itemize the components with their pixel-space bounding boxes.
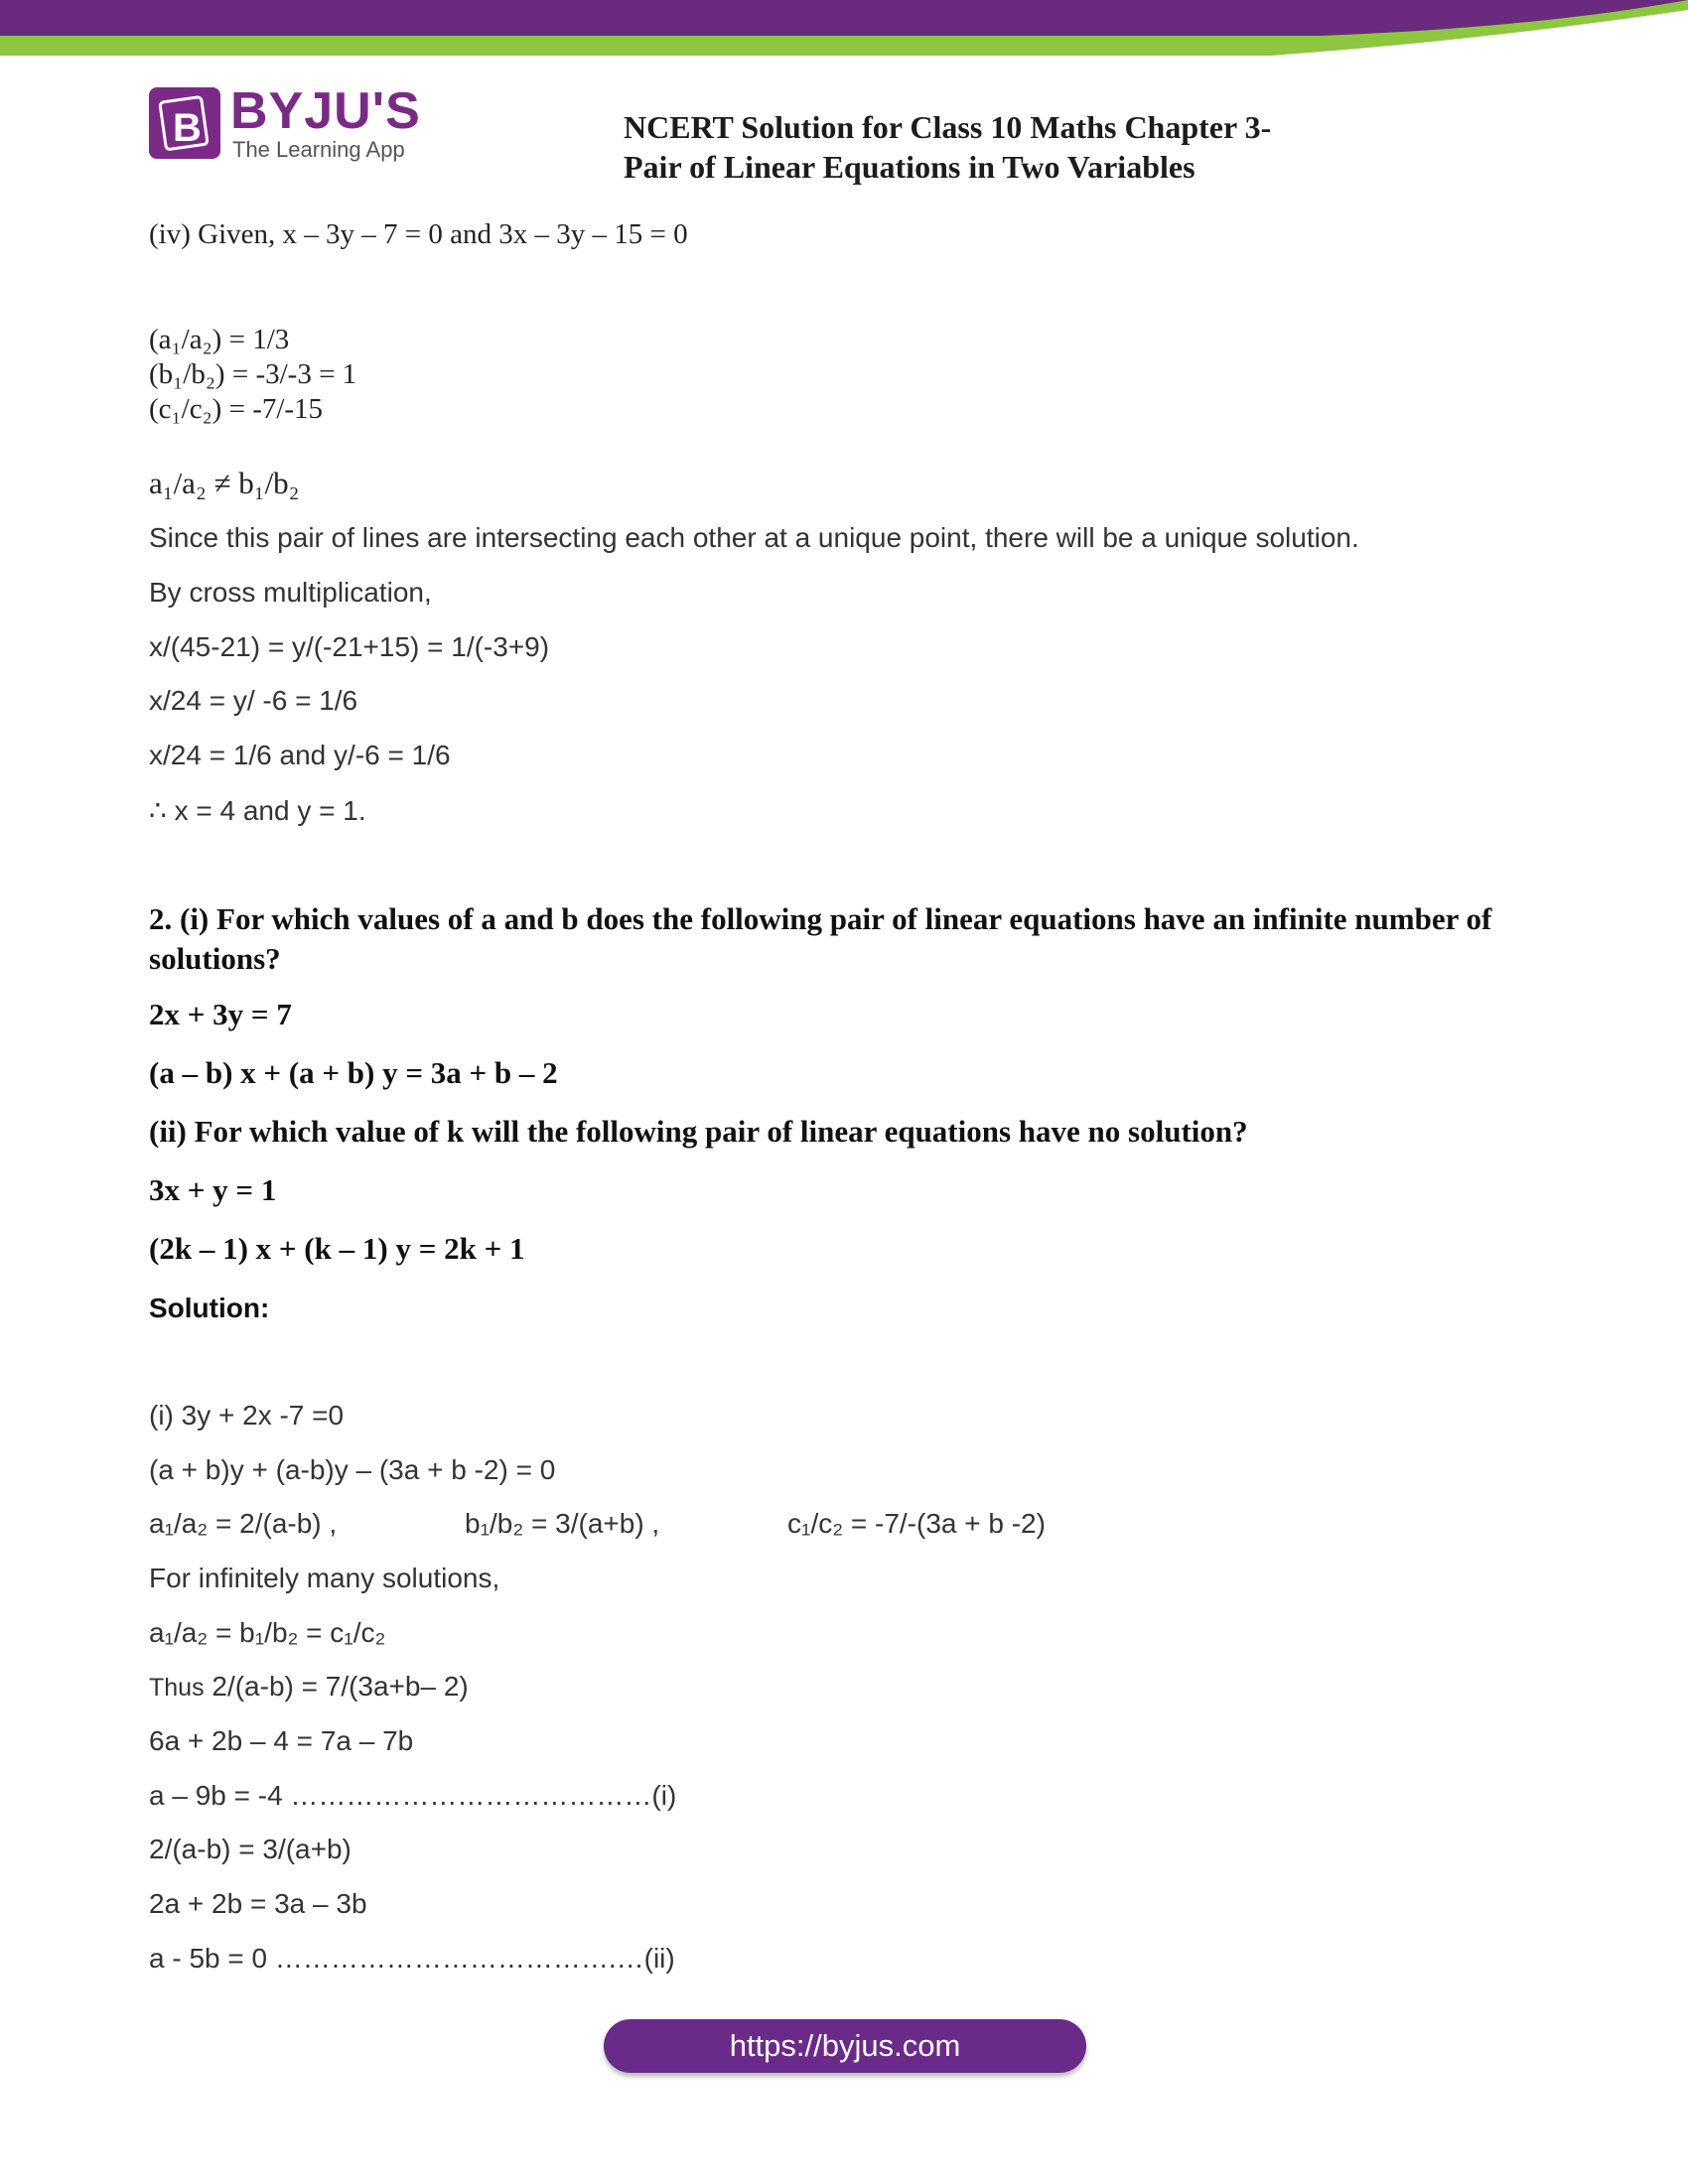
thus-label: Thus [149,1674,205,1702]
result: ∴ x = 4 and y = 1. [149,795,366,826]
step-3: x/24 = 1/6 and y/-6 = 1/6 [149,740,451,770]
solution-step-10: 2a + 2b = 3a – 3b [149,1888,367,1919]
logo-b-icon [149,87,220,159]
solution-step-7: 6a + 2b – 4 = 7a – 7b [149,1725,414,1756]
header-band [0,0,1688,64]
solution-label: Solution: [149,1293,270,1323]
ratio-b: (b₁/b₂) = -3/-3 = 1 [149,358,357,390]
not-equal-condition: a₁/a₂ ≠ b₁/b₂ [149,466,300,500]
solution-step-2: (a + b)y + (a-b)y – (3a + b -2) = 0 [149,1454,556,1485]
equation-ii: a - 5b = 0 ……………………………….…(ii) [149,1943,675,1974]
infinite-solutions-label: For infinitely many solutions, [149,1563,500,1593]
title-line-1: NCERT Solution for Class 10 Maths Chapter 3- [624,109,1272,145]
unique-solution-text: Since this pair of lines are intersecting each other at a unique point, there will be a unique solution. [149,522,1359,553]
q2-equation-2: (a – b) x + (a + b) y = 3a + b – 2 [149,1055,558,1090]
question-2 [149,899,1499,979]
brand-name: BYJU'S [230,82,421,140]
document-title [624,107,1271,187]
question-2-title: 2. (i) For which values of a and b does the following pair of linear equations have an infinite number of solutions? [149,901,1492,976]
byjus-logo[interactable] [149,82,437,165]
ratio-a-expr: a₁/a₂ = 2/(a-b) , [149,1508,338,1539]
cross-multiplication-label: By cross multiplication, [149,577,432,608]
q2-part-ii: (ii) For which value of k will the following pair of linear equations have no solution? [149,1114,1248,1149]
equation-i: a – 9b = -4 …………………………………(i) [149,1780,677,1811]
brand-tagline: The Learning App [232,137,405,162]
ratio-b-expr: b₁/b₂ = 3/(a+b) , [465,1508,660,1539]
q2-equation-4: (2k – 1) x + (k – 1) y = 2k + 1 [149,1231,525,1266]
website-link[interactable]: https://byjus.com [604,2019,1086,2073]
solution-step-thus [149,1671,469,1703]
ratio-c: (c₁/c₂) = -7/-15 [149,393,324,425]
q2-equation-3: 3x + y = 1 [149,1172,277,1207]
title-line-2: Pair of Linear Equations in Two Variables [624,149,1196,185]
q2-equation-1: 2x + 3y = 7 [149,997,292,1031]
given-equations: (iv) Given, x – 3y – 7 = 0 and 3x – 3y – 15 = 0 [149,218,688,250]
svg-text:B: B [173,106,202,150]
ratio-a: (a₁/a₂) = 1/3 [149,324,290,355]
solution-step-9: 2/(a-b) = 3/(a+b) [149,1834,352,1864]
solution-step-1: (i) 3y + 2x -7 =0 [149,1400,345,1431]
step-2: x/24 = y/ -6 = 1/6 [149,685,358,716]
thus-equation: 2/(a-b) = 7/(3a+b– 2) [211,1671,469,1702]
ratio-c-expr: c₁/c₂ = -7/-(3a + b -2) [787,1508,1046,1539]
step-1: x/(45-21) = y/(-21+15) = 1/(-3+9) [149,631,550,662]
equal-ratios: a₁/a₂ = b₁/b₂ = c₁/c₂ [149,1617,386,1648]
